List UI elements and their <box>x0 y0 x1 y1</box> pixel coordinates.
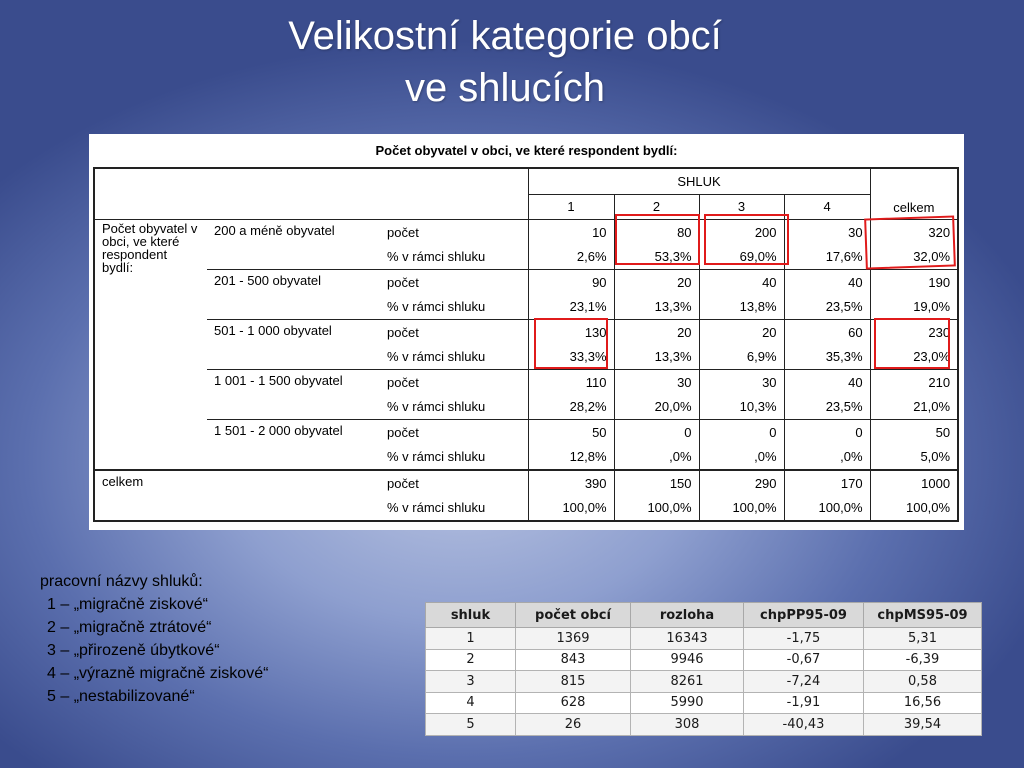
table-row <box>426 671 982 693</box>
total-value-cell: 1000 <box>870 470 958 496</box>
crosstab-row <box>94 220 958 245</box>
measure-label: % v rámci shluku <box>387 299 486 315</box>
highlight-box <box>704 214 789 265</box>
value-cell: 12,8% <box>528 445 614 471</box>
cluster-number: 4 <box>784 194 870 220</box>
highlight-box <box>864 215 956 269</box>
value-cell: ,0% <box>614 445 699 471</box>
value-cell: 10,3% <box>699 395 784 420</box>
value-cell: 30 <box>699 370 784 395</box>
crosstab-caption: Počet obyvatel v obci, ve které respondent bydlí: <box>375 143 678 158</box>
value-cell: 20,0% <box>614 395 699 420</box>
table-row <box>426 692 982 714</box>
crosstab-corner <box>94 168 528 220</box>
value-cell: 320 <box>870 220 958 245</box>
table-cell: 5,31 <box>864 628 982 650</box>
total-value-cell: 390 <box>528 470 614 496</box>
table-cell: -6,39 <box>864 649 982 671</box>
notes-item: 4 – „výrazně migračně ziskové“ <box>47 665 269 682</box>
category-label: 201 - 500 obyvatel <box>207 270 380 320</box>
value-cell: 32,0% <box>870 245 958 270</box>
slide-title <box>0 10 1010 114</box>
row-variable-label: Počet obyvatel v obci, ve které respondent bydlí: <box>94 220 207 471</box>
value-cell: 190 <box>870 270 958 295</box>
notes-heading: pracovní názvy shluků: <box>40 573 203 590</box>
measure-label: počet <box>380 420 528 445</box>
value-cell: 30 <box>614 370 699 395</box>
value-cell: 13,8% <box>699 295 784 320</box>
value-cell: 21,0% <box>870 395 958 420</box>
table-cell: 843 <box>516 649 631 671</box>
table-cell: 16,56 <box>864 692 982 714</box>
crosstab-row <box>94 320 958 345</box>
value-cell: 50 <box>528 420 614 445</box>
value-cell: 200 <box>699 220 784 245</box>
table-row <box>426 628 982 650</box>
category-label: 200 a méně obyvatel <box>214 223 335 238</box>
value-cell: 10 <box>528 220 614 245</box>
value-cell: 0 <box>784 420 870 445</box>
notes-item: 1 – „migračně ziskové“ <box>47 596 208 613</box>
value-cell: 6,9% <box>699 345 784 370</box>
value-cell: 80 <box>614 220 699 245</box>
table-cell: 308 <box>631 714 744 736</box>
value-cell: 40 <box>784 370 870 395</box>
table-cell: 815 <box>516 671 631 693</box>
measure-label: počet <box>387 224 419 240</box>
highlight-box <box>615 214 700 265</box>
cluster-header: SHLUK <box>528 168 870 194</box>
table-cell: 26 <box>516 714 631 736</box>
value-cell: 33,3% <box>528 345 614 370</box>
column-header: chpPP95-09 <box>744 603 864 628</box>
total-value-cell: 150 <box>614 470 699 496</box>
value-cell: 19,0% <box>870 295 958 320</box>
table-row <box>426 714 982 736</box>
total-row-label: celkem <box>94 470 380 521</box>
column-header: rozloha <box>631 603 744 628</box>
crosstab-row <box>94 370 958 395</box>
table-cell: 39,54 <box>864 714 982 736</box>
cluster-number: 2 <box>614 194 699 220</box>
value-cell: 23,1% <box>528 295 614 320</box>
measure-label: % v rámci shluku <box>387 449 486 465</box>
value-cell: 0 <box>614 420 699 445</box>
highlight-box <box>874 318 950 369</box>
total-column-header: celkem <box>870 168 958 220</box>
table-cell: -7,24 <box>744 671 864 693</box>
column-header: shluk <box>426 603 516 628</box>
crosstab-table <box>93 167 959 522</box>
slide-title-line-1: Velikostní kategorie obcí <box>288 14 722 58</box>
table-cell: 1 <box>426 628 516 650</box>
value-cell: 40 <box>784 270 870 295</box>
table-cell: -1,91 <box>744 692 864 714</box>
value-cell: 23,5% <box>784 395 870 420</box>
table-cell: 3 <box>426 671 516 693</box>
cluster-number: 3 <box>699 194 784 220</box>
notes-item: 2 – „migračně ztrátové“ <box>47 619 212 636</box>
table-cell: 1369 <box>516 628 631 650</box>
column-header: počet obcí <box>516 603 631 628</box>
value-cell: 210 <box>870 370 958 395</box>
crosstab-panel <box>89 134 964 530</box>
slide-title-line-2: ve shlucích <box>404 66 606 110</box>
value-cell: 28,2% <box>528 395 614 420</box>
value-cell: 2,6% <box>528 245 614 270</box>
measure-label: % v rámci shluku <box>380 496 528 522</box>
measure-label: počet <box>380 270 528 295</box>
table-cell: 5 <box>426 714 516 736</box>
table-cell: 0,58 <box>864 671 982 693</box>
value-cell: 69,0% <box>699 245 784 270</box>
cluster-stats-table <box>425 602 982 736</box>
measure-label: % v rámci shluku <box>387 249 486 265</box>
cluster-number: 1 <box>528 194 614 220</box>
value-cell: 20 <box>614 270 699 295</box>
table-cell: 16343 <box>631 628 744 650</box>
value-cell: 230 <box>870 320 958 345</box>
value-cell: 13,3% <box>614 345 699 370</box>
cluster-stats-panel <box>425 602 981 733</box>
value-cell: ,0% <box>784 445 870 471</box>
value-cell: 20 <box>699 320 784 345</box>
table-cell: -40,43 <box>744 714 864 736</box>
total-value-cell: 100,0% <box>614 496 699 522</box>
category-label: 501 - 1 000 obyvatel <box>207 320 380 370</box>
crosstab-row <box>94 270 958 295</box>
table-cell: 4 <box>426 692 516 714</box>
table-cell: -1,75 <box>744 628 864 650</box>
table-cell: 8261 <box>631 671 744 693</box>
value-cell: 35,3% <box>784 345 870 370</box>
total-value-cell: 100,0% <box>870 496 958 522</box>
highlight-box <box>534 318 608 369</box>
value-cell: 53,3% <box>614 245 699 270</box>
total-value-cell: 100,0% <box>699 496 784 522</box>
value-cell: 50 <box>870 420 958 445</box>
category-label: 1 501 - 2 000 obyvatel <box>207 420 380 471</box>
table-cell: 5990 <box>631 692 744 714</box>
total-value-cell: 290 <box>699 470 784 496</box>
crosstab-total-row <box>94 470 958 496</box>
total-value-cell: 170 <box>784 470 870 496</box>
table-cell: 628 <box>516 692 631 714</box>
table-cell: 2 <box>426 649 516 671</box>
table-row <box>426 649 982 671</box>
value-cell: 60 <box>784 320 870 345</box>
measure-label: % v rámci shluku <box>387 349 486 365</box>
value-cell: 40 <box>699 270 784 295</box>
value-cell: 0 <box>699 420 784 445</box>
total-value-cell: 100,0% <box>528 496 614 522</box>
notes-item: 5 – „nestabilizované“ <box>47 688 195 705</box>
table-cell: -0,67 <box>744 649 864 671</box>
measure-label: počet <box>380 470 528 496</box>
value-cell: 110 <box>528 370 614 395</box>
measure-label: % v rámci shluku <box>387 399 486 415</box>
total-value-cell: 100,0% <box>784 496 870 522</box>
measure-label: počet <box>380 320 528 345</box>
category-label: 1 001 - 1 500 obyvatel <box>207 370 380 420</box>
crosstab-row <box>94 420 958 445</box>
column-header: chpMS95-09 <box>864 603 982 628</box>
value-cell: 23,0% <box>870 345 958 370</box>
cluster-names-notes <box>40 570 268 708</box>
value-cell: 90 <box>528 270 614 295</box>
value-cell: 23,5% <box>784 295 870 320</box>
table-cell: 9946 <box>631 649 744 671</box>
value-cell: 17,6% <box>784 245 870 270</box>
value-cell: 30 <box>784 220 870 245</box>
value-cell: 5,0% <box>870 445 958 471</box>
value-cell: 13,3% <box>614 295 699 320</box>
value-cell: 20 <box>614 320 699 345</box>
value-cell: 130 <box>528 320 614 345</box>
notes-item: 3 – „přirozeně úbytkové“ <box>47 642 220 659</box>
value-cell: ,0% <box>699 445 784 471</box>
measure-label: počet <box>380 370 528 395</box>
